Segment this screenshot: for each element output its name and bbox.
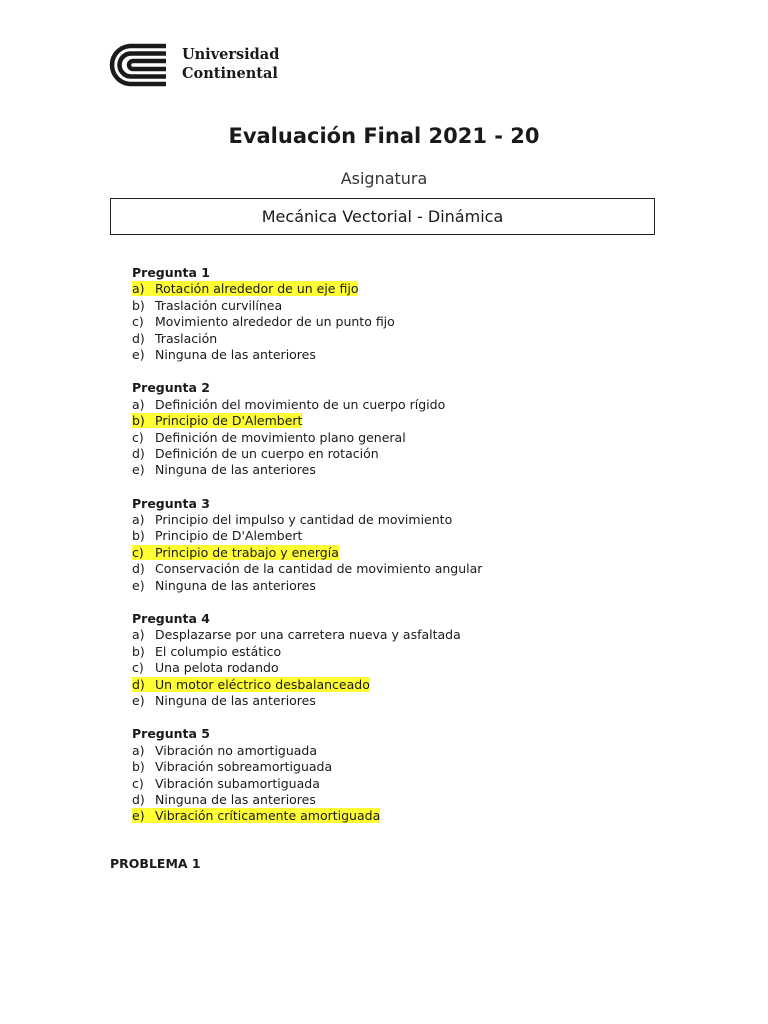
answer-option — [132, 792, 652, 808]
answer-option — [132, 660, 652, 676]
option-text: Un motor eléctrico desbalanceado — [155, 676, 370, 692]
option-letter: c) — [132, 314, 144, 330]
option-content — [132, 462, 316, 477]
option-letter: e) — [132, 346, 145, 362]
questions-list — [132, 265, 652, 842]
option-text: Vibración sobreamortiguada — [155, 759, 333, 775]
answer-option-highlighted — [132, 545, 652, 561]
option-content — [132, 331, 217, 346]
answer-option-highlighted — [132, 808, 652, 824]
option-text: Rotación alrededor de un eje fijo — [155, 281, 359, 297]
option-text: El columpio estático — [155, 643, 282, 659]
answer-option — [132, 298, 652, 314]
answer-option — [132, 561, 652, 577]
option-text: Traslación curvilínea — [155, 297, 283, 313]
answer-option — [132, 512, 652, 528]
question-5 — [132, 726, 652, 824]
option-letter: b) — [132, 528, 145, 544]
option-letter: d) — [132, 561, 145, 577]
option-content — [132, 281, 358, 296]
problem-title: PROBLEMA 1 — [110, 856, 201, 871]
option-content — [132, 644, 281, 659]
option-letter: e) — [132, 808, 145, 824]
option-content — [132, 660, 279, 675]
option-letter: a) — [132, 281, 145, 297]
option-text: Ninguna de las anteriores — [155, 577, 316, 593]
option-content — [132, 545, 339, 560]
question-title: Pregunta 4 — [132, 611, 211, 627]
option-text: Principio de trabajo y energía — [155, 544, 339, 560]
question-3 — [132, 496, 652, 594]
option-letter: c) — [132, 429, 144, 445]
answer-option — [132, 314, 652, 330]
option-content — [132, 347, 316, 362]
option-letter: e) — [132, 577, 145, 593]
option-letter: d) — [132, 445, 145, 461]
option-letter: a) — [132, 396, 145, 412]
option-letter: a) — [132, 512, 145, 528]
option-content — [132, 693, 316, 708]
answer-option — [132, 528, 652, 544]
option-content — [132, 759, 332, 774]
option-text: Principio de D'Alembert — [155, 413, 303, 429]
answer-option — [132, 578, 652, 594]
answer-option — [132, 743, 652, 759]
option-content — [132, 314, 395, 329]
answer-option — [132, 430, 652, 446]
logo-line-1: Universidad — [182, 46, 280, 63]
question-4 — [132, 611, 652, 709]
answer-option-highlighted — [132, 413, 652, 429]
answer-option — [132, 446, 652, 462]
answer-option-highlighted — [132, 281, 652, 297]
option-letter: a) — [132, 742, 145, 758]
question-title: Pregunta 5 — [132, 726, 211, 742]
option-text: Movimiento alrededor de un punto fijo — [155, 314, 395, 330]
option-letter: b) — [132, 413, 145, 429]
option-letter: a) — [132, 627, 145, 643]
exam-title: Evaluación Final 2021 - 20 — [228, 124, 540, 148]
option-text: Principio de D'Alembert — [155, 528, 303, 544]
answer-option — [132, 397, 652, 413]
option-content — [132, 298, 282, 313]
option-text: Vibración subamortiguada — [155, 775, 320, 791]
option-letter: b) — [132, 643, 145, 659]
answer-option — [132, 462, 652, 478]
answer-option — [132, 644, 652, 660]
answer-option — [132, 776, 652, 792]
answer-option — [132, 331, 652, 347]
option-content — [132, 561, 482, 576]
option-text: Conservación de la cantidad de movimiento angular — [155, 561, 483, 577]
option-letter: d) — [132, 676, 145, 692]
question-title: Pregunta 1 — [132, 265, 211, 280]
option-text: Ninguna de las anteriores — [155, 462, 316, 478]
subject-box: Mecánica Vectorial - Dinámica — [110, 198, 655, 235]
option-content — [132, 512, 452, 527]
option-text: Ninguna de las anteriores — [155, 692, 316, 708]
answer-option — [132, 627, 652, 643]
option-content — [132, 430, 406, 445]
university-name — [182, 45, 279, 83]
option-letter: b) — [132, 759, 145, 775]
answer-option — [132, 759, 652, 775]
option-text: Traslación — [155, 330, 218, 346]
option-content — [132, 677, 370, 692]
option-text: Definición del movimiento de un cuerpo rígido — [155, 396, 446, 412]
option-content — [132, 528, 302, 543]
option-content — [132, 627, 461, 642]
option-content — [132, 776, 320, 791]
option-text: Vibración críticamente amortiguada — [155, 808, 381, 824]
option-content — [132, 743, 317, 758]
logo-line-2: Continental — [182, 65, 278, 82]
option-letter: c) — [132, 544, 144, 560]
option-content — [132, 808, 380, 823]
option-letter: c) — [132, 660, 144, 676]
question-title: Pregunta 2 — [132, 380, 211, 396]
option-text: Definición de movimiento plano general — [155, 429, 406, 445]
option-letter: e) — [132, 692, 145, 708]
option-text: Desplazarse por una carretera nueva y asfaltada — [155, 627, 461, 643]
answer-option — [132, 693, 652, 709]
option-text: Ninguna de las anteriores — [155, 791, 316, 807]
university-logo — [108, 42, 288, 88]
option-letter: d) — [132, 791, 145, 807]
university-logo-icon — [108, 42, 174, 88]
option-text: Vibración no amortiguada — [155, 742, 318, 758]
option-text: Ninguna de las anteriores — [155, 346, 316, 362]
option-text: Principio del impulso y cantidad de movimiento — [155, 512, 453, 528]
answer-option-highlighted — [132, 677, 652, 693]
option-content — [132, 446, 379, 461]
option-content — [132, 578, 316, 593]
option-letter: c) — [132, 775, 144, 791]
option-letter: e) — [132, 462, 145, 478]
option-text: Una pelota rodando — [155, 660, 279, 676]
answer-option — [132, 347, 652, 363]
question-2 — [132, 380, 652, 478]
question-1 — [132, 265, 652, 363]
option-text: Definición de un cuerpo en rotación — [155, 445, 379, 461]
subject-label: Asignatura — [340, 169, 428, 188]
question-title: Pregunta 3 — [132, 495, 211, 511]
option-content — [132, 413, 302, 428]
option-content — [132, 792, 316, 807]
option-letter: d) — [132, 330, 145, 346]
option-content — [132, 397, 445, 412]
option-letter: b) — [132, 297, 145, 313]
